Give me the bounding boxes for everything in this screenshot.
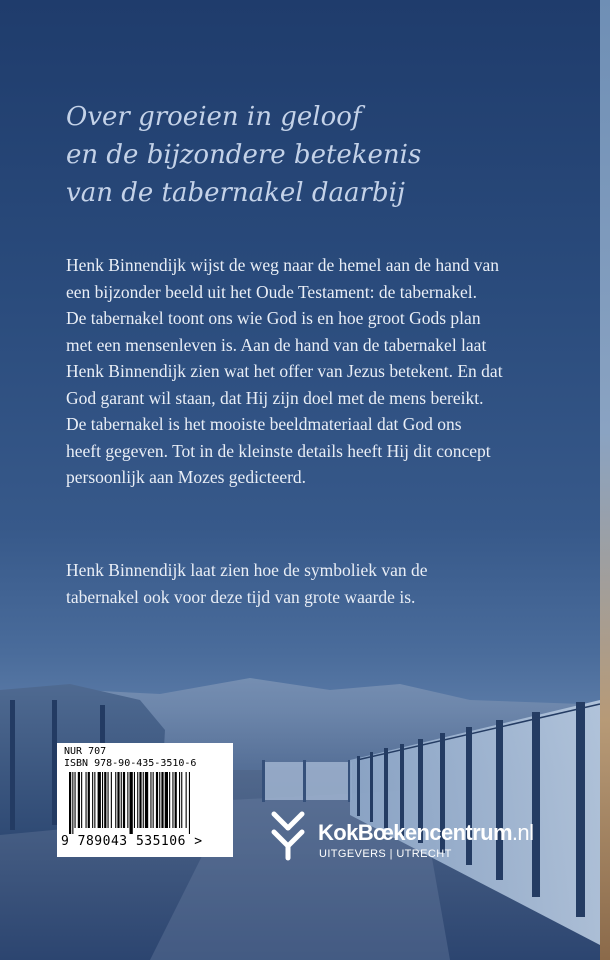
- blurb-line: Henk Binnendijk wijst de weg naar de hemel aan de hand van: [66, 255, 499, 275]
- barcode-bar: [159, 772, 160, 828]
- barcode-bar: [108, 772, 109, 828]
- barcode-bar: [92, 772, 93, 828]
- barcode-digits: 9 789043 535106 >: [61, 834, 203, 849]
- barcode-bar: [81, 772, 82, 828]
- barcode-bar: [72, 772, 73, 834]
- tagline-line: van de tabernakel daarbij: [66, 178, 405, 208]
- barcode-bar: [130, 772, 133, 834]
- barcode-bar: [69, 772, 71, 834]
- tagline-line: Over groeien in geloof: [66, 102, 362, 132]
- barcode-bar: [104, 772, 106, 828]
- barcode-bar: [169, 772, 170, 828]
- publisher-logo: [268, 808, 568, 868]
- blurb-line: De tabernakel toont ons wie God is en hoe groot Gods plan: [66, 308, 481, 328]
- barcode-bar: [189, 772, 190, 834]
- barcode-bar: [94, 772, 95, 828]
- barcode-bar: [137, 772, 138, 828]
- barcode-bar: [139, 772, 141, 828]
- barcode-bar: [143, 772, 144, 828]
- barcode-bar: [115, 772, 116, 828]
- barcode-bar: [145, 772, 148, 828]
- blurb-line: Henk Binnendijk laat zien hoe de symboliek van de: [66, 560, 428, 580]
- nur-code: NUR 707: [64, 746, 107, 757]
- barcode-bar: [102, 772, 103, 828]
- barcode-bar: [86, 772, 87, 828]
- barcode-bar: [156, 772, 158, 828]
- barcode-bar: [127, 772, 128, 828]
- barcode-label: [57, 743, 233, 857]
- publisher-subtitle: UITGEVERS | UTRECHT: [319, 848, 452, 860]
- spine-edge: [600, 0, 610, 960]
- barcode-bar: [134, 772, 135, 828]
- barcode-bar: [165, 772, 168, 828]
- barcode-bar: [186, 772, 187, 828]
- blurb-line: met een mensenleven is. Aan de hand van de tabernakel laat: [66, 334, 487, 355]
- barcode-bar: [98, 772, 101, 828]
- blurb-paragraph-2: [66, 557, 586, 610]
- barcode-bar: [172, 772, 173, 828]
- barcode-bar: [161, 772, 163, 828]
- barcode-bar: [123, 772, 125, 828]
- barcode-bar: [121, 772, 122, 828]
- barcode-bar: [117, 772, 119, 828]
- blurb-paragraph-1: [66, 252, 586, 491]
- barcode-bar: [75, 772, 76, 828]
- blurb-line: God garant wil staan, dat Hij zijn doel met de mens bereikt.: [66, 387, 484, 408]
- tagline-line: en de bijzondere betekenis: [66, 140, 422, 170]
- barcode-bar: [111, 772, 112, 828]
- publisher-name-main: KokBœkencentrum: [318, 820, 512, 845]
- blurb-line: De tabernakel is het mooiste beeldmateriaal dat God ons: [66, 414, 462, 434]
- barcode-bar: [181, 772, 182, 828]
- blurb-line: persoonlijk aan Mozes gedicteerd.: [66, 467, 307, 487]
- tagline: [66, 98, 586, 212]
- barcode-bar: [78, 772, 80, 828]
- blurb-line: tabernakel ook voor deze tijd van grote waarde is.: [66, 586, 416, 607]
- isbn-number: ISBN 978-90-435-3510-6: [64, 758, 197, 769]
- blurb-line: Henk Binnendijk zien wat het offer van Jezus betekent. En dat: [66, 361, 503, 381]
- barcode-bars: [63, 772, 227, 834]
- barcode-bar: [175, 772, 177, 828]
- publisher-logo-icon: [268, 808, 308, 862]
- barcode-bar: [150, 772, 151, 828]
- barcode-bar: [153, 772, 154, 828]
- publisher-name: [318, 821, 533, 845]
- publisher-name-tld: .nl: [511, 820, 534, 845]
- barcode-bar: [88, 772, 90, 828]
- blurb-line: heeft gegeven. Tot in de kleinste details heeft Hij dit concept: [66, 440, 491, 461]
- blurb-line: een bijzonder beeld uit het Oude Testament: de tabernakel.: [66, 281, 478, 302]
- barcode-bar: [179, 772, 180, 828]
